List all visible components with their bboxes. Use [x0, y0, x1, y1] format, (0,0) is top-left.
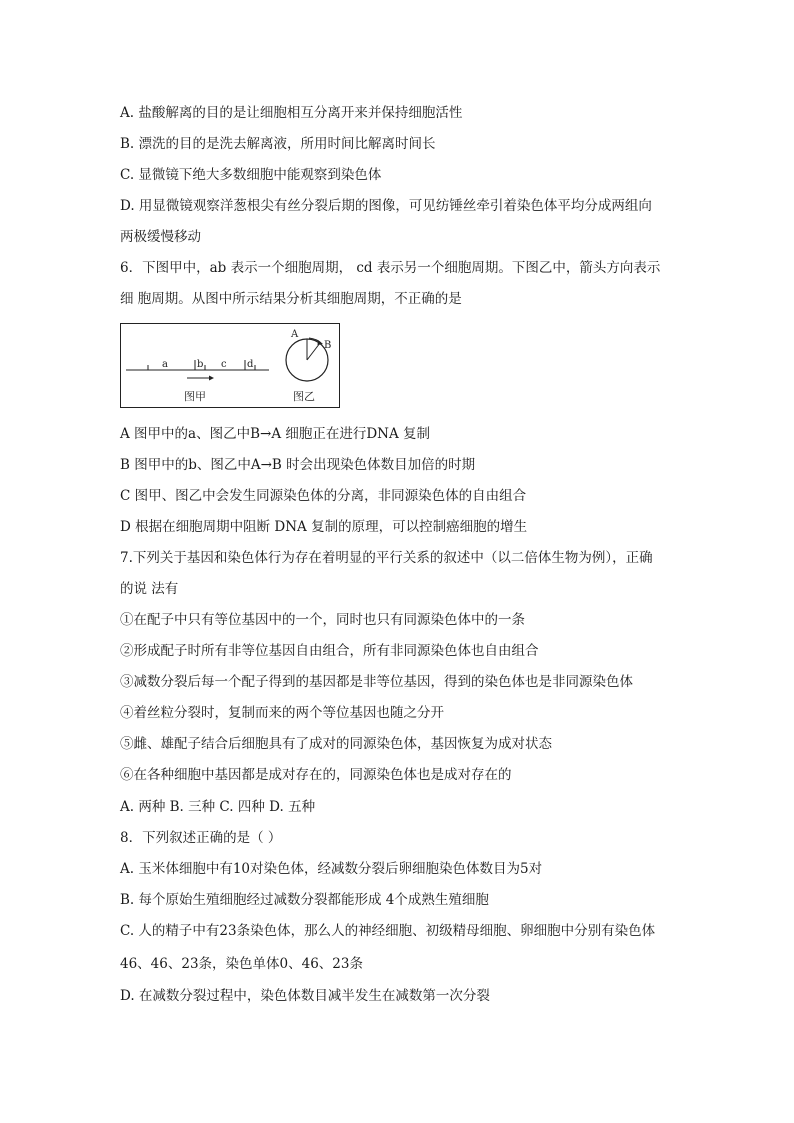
cycle-arrowhead [318, 340, 324, 345]
q5-option-c: C. 显微镜下绝大多数细胞中能观察到染色体 [120, 167, 382, 183]
q6-option-d: D 根据在细胞周期中阻断 DNA 复制的原理，可以控制癌细胞的增生 [120, 519, 528, 535]
q6-stem-line2: 细 胞周期。从图中所示结果分析其细胞周期，不正确的是 [120, 291, 462, 307]
q7-item-5: ⑤雌、雄配子结合后细胞具有了成对的同源染色体，基因恢复为成对状态 [120, 736, 552, 752]
q8-option-c-line1: C. 人的精子中有23条染色体，那么人的神经细胞、初级精母细胞、卵细胞中分别有染色体 [120, 923, 656, 939]
q5-option-d-line1: D. 用显微镜观察洋葱根尖有丝分裂后期的图像，可见纺锤丝牵引着染色体平均分成两组向 [120, 198, 652, 214]
q5-option-d-line2: 两极缓慢移动 [120, 229, 201, 245]
q7-item-2: ②形成配子时所有非等位基因自由组合，所有非同源染色体也自由组合 [120, 643, 539, 659]
q7-item-1: ①在配子中只有等位基因中的一个，同时也只有同源染色体中的一条 [120, 612, 525, 628]
label-d: d [247, 359, 254, 370]
q5-option-b: B. 漂洗的目的是洗去解离液，所用时间比解离时间长 [120, 136, 436, 152]
direction-arrowhead [209, 376, 214, 381]
label-b: b [197, 359, 204, 370]
label-a: a [162, 359, 168, 370]
q8-option-b: B. 每个原始生殖细胞经过减数分裂都能形成 4个成熟生殖细胞 [120, 892, 489, 908]
q7-item-4: ④着丝粒分裂时，复制而来的两个等位基因也随之分开 [120, 705, 444, 721]
radius-to-b [307, 343, 320, 360]
q8-stem: 8．下列叙述正确的是（ ） [120, 830, 282, 846]
caption-yi: 图乙 [293, 390, 315, 403]
q6-option-a: A 图甲中的a、图乙中B→A 细胞正在进行DNA 复制 [120, 426, 431, 442]
q7-options: A. 两种 B. 三种 C. 四种 D. 五种 [120, 799, 316, 815]
q7-item-3: ③减数分裂后每一个配子得到的基因都是非等位基因，得到的染色体也是非同源染色体 [120, 674, 633, 690]
caption-jia: 图甲 [184, 390, 206, 403]
q7-stem-line2: 的说 法有 [120, 581, 179, 597]
q6-option-c: C 图甲、图乙中会发生同源染色体的分离，非同源染色体的自由组合 [120, 488, 527, 504]
q6-stem-line1: 6．下图甲中，ab 表示一个细胞周期， cd 表示另一个细胞周期。下图乙中，箭头方向表示 [120, 260, 661, 276]
q7-item-6: ⑥在各种细胞中基因都是成对存在的，同源染色体也是成对存在的 [120, 767, 512, 783]
label-B: B [324, 340, 332, 351]
q7-stem-line1: 7.下列关于基因和染色体行为存在着明显的平行关系的叙述中（以二倍体生物为例），正确 [120, 550, 653, 566]
label-A: A [291, 329, 299, 340]
q6-option-b: B 图甲中的b、图乙中A→B 时会出现染色体数目加倍的时期 [120, 457, 476, 473]
q8-option-a: A. 玉米体细胞中有10对染色体，经减数分裂后卵细胞染色体数目为5对 [120, 861, 543, 877]
q8-option-c-line2: 46、46、23条，染色单体0、46、23条 [120, 956, 363, 972]
q5-option-a: A. 盐酸解离的目的是让细胞相互分离开来并保持细胞活性 [120, 105, 463, 121]
q6-figure [120, 323, 340, 408]
q6-figure-drawing [121, 324, 341, 409]
q8-option-d: D. 在减数分裂过程中，染色体数目减半发生在减数第一次分裂 [120, 988, 490, 1004]
label-c: c [221, 359, 227, 370]
